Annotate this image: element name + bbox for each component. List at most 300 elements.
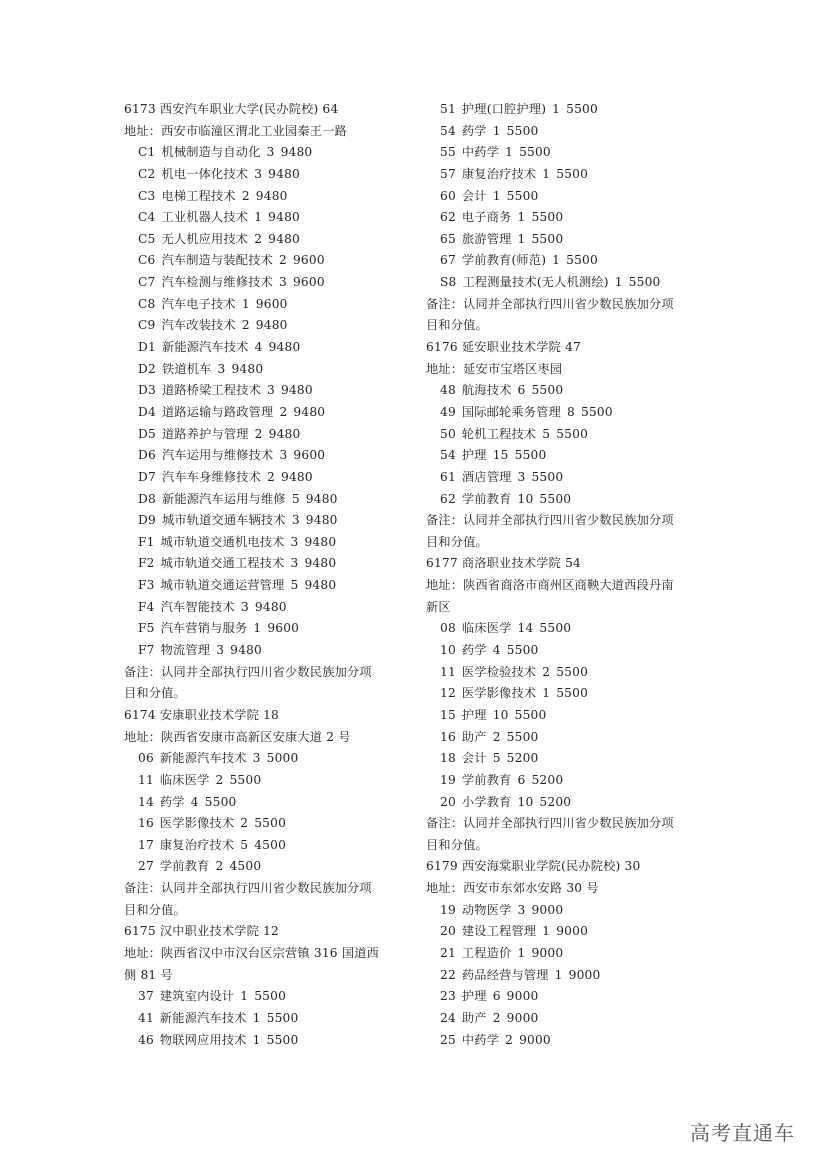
major-plan-count: 1 <box>254 210 263 225</box>
major-name: 道路运输与路政管理 <box>161 404 274 419</box>
major-plan-count: 3 <box>240 599 249 614</box>
major-code: 14 <box>138 794 154 809</box>
major-code: D4 <box>138 404 156 419</box>
major-plan-count: 1 <box>241 296 250 311</box>
major-plan-count: 2 <box>505 1032 514 1047</box>
school-heading: 6176 延安职业技术学院 47 <box>426 340 581 355</box>
major-name: 临床医学 <box>461 621 512 636</box>
major-row <box>124 1008 416 1030</box>
major-name: 医学影像技术 <box>159 816 235 831</box>
major-code: 19 <box>440 772 456 787</box>
school-note: 目和分值。 <box>124 686 186 701</box>
school-address: 地址：延安市宝塔区枣园 <box>426 361 563 376</box>
major-row <box>124 142 416 164</box>
major-code: D9 <box>138 513 156 528</box>
major-tuition: 5500 <box>531 231 564 246</box>
major-tuition: 5500 <box>539 491 572 506</box>
major-tuition: 5500 <box>581 404 613 419</box>
major-plan-count: 3 <box>517 902 526 917</box>
major-tuition: 9600 <box>267 621 300 636</box>
major-tuition: 5500 <box>506 729 539 744</box>
major-code: 24 <box>440 1010 456 1025</box>
major-code: F2 <box>138 556 155 571</box>
major-code: F4 <box>138 599 155 614</box>
major-tuition: 9480 <box>231 361 264 376</box>
major-name: 中药学 <box>461 1032 500 1047</box>
major-tuition: 9480 <box>293 404 326 419</box>
school-note: 备注：认同并全部执行四川省少数民族加分项 <box>426 296 674 311</box>
major-name: 学前教育 <box>461 772 512 787</box>
major-tuition: 5200 <box>531 772 564 787</box>
major-name: 新能源汽车技术 <box>161 340 249 355</box>
major-plan-count: 2 <box>241 318 250 333</box>
major-plan-count: 3 <box>216 643 225 658</box>
major-tuition: 4500 <box>254 837 287 852</box>
major-code: 62 <box>440 210 456 225</box>
major-name: 药学 <box>461 123 487 138</box>
major-name: 汽车改装技术 <box>161 318 236 333</box>
major-code: 11 <box>440 664 456 679</box>
major-row <box>124 402 416 424</box>
school-note: 目和分值。 <box>426 534 488 549</box>
major-plan-count: 5 <box>290 578 299 593</box>
major-code: 54 <box>440 123 456 138</box>
major-tuition: 9480 <box>268 426 301 441</box>
major-tuition: 9480 <box>255 188 288 203</box>
major-tuition: 9480 <box>280 145 313 160</box>
major-plan-count: 1 <box>517 210 526 225</box>
major-tuition: 4500 <box>229 859 262 874</box>
major-name: 临床医学 <box>159 772 210 787</box>
major-plan-count: 1 <box>505 145 514 160</box>
major-row <box>124 186 416 208</box>
major-name: 新能源汽车技术 <box>159 751 247 766</box>
major-row <box>124 207 416 229</box>
major-plan-count: 2 <box>279 404 288 419</box>
major-name: 汽车检测与维修技术 <box>161 275 273 290</box>
major-row <box>426 727 718 749</box>
school-address: 侧 81 号 <box>124 967 173 982</box>
major-code: C1 <box>138 145 156 160</box>
major-row <box>124 380 416 402</box>
major-tuition: 5500 <box>254 989 287 1004</box>
major-tuition: 5500 <box>506 123 539 138</box>
major-name: 铁道机车 <box>161 361 212 376</box>
major-name: 电子商务 <box>461 210 512 225</box>
major-code: 18 <box>440 751 456 766</box>
major-tuition: 9000 <box>556 924 589 939</box>
major-plan-count: 2 <box>542 664 551 679</box>
major-tuition: 5500 <box>531 210 564 225</box>
major-code: 41 <box>138 1010 154 1025</box>
major-tuition: 5500 <box>506 188 539 203</box>
major-plan-count: 6 <box>492 989 501 1004</box>
major-row <box>124 618 416 640</box>
major-plan-count: 4 <box>254 340 263 355</box>
major-row <box>124 229 416 251</box>
major-plan-count: 3 <box>290 556 299 571</box>
major-code: 22 <box>440 967 456 982</box>
major-row <box>426 792 718 814</box>
major-tuition: 5500 <box>531 383 564 398</box>
major-row <box>124 748 416 770</box>
major-plan-count: 1 <box>517 231 526 246</box>
major-name: 护理 <box>461 989 487 1004</box>
major-name: 医学影像技术 <box>461 686 537 701</box>
major-name: 护理(口腔护理) <box>461 102 547 116</box>
major-plan-count: 3 <box>266 145 275 160</box>
major-name: 酒店管理 <box>461 469 512 484</box>
major-tuition: 5500 <box>566 253 598 268</box>
major-code: 08 <box>440 621 456 636</box>
major-row <box>426 965 718 987</box>
major-row <box>426 99 718 121</box>
major-plan-count: 10 <box>492 707 509 722</box>
major-tuition: 9480 <box>268 340 301 355</box>
school-note: 目和分值。 <box>124 902 186 917</box>
major-row <box>426 424 718 446</box>
major-name: 汽车营销与服务 <box>160 621 248 636</box>
major-name: 康复治疗技术 <box>461 166 537 181</box>
major-tuition: 9000 <box>531 902 564 917</box>
major-plan-count: 3 <box>291 513 300 528</box>
major-code: 51 <box>440 102 456 116</box>
school-heading: 6175 汉中职业技术学院 12 <box>124 924 279 939</box>
major-tuition: 5500 <box>556 664 589 679</box>
major-name: 城市轨道交通车辆技术 <box>161 513 286 528</box>
major-tuition: 5500 <box>514 448 547 463</box>
major-name: 汽车车身维修技术 <box>161 469 262 484</box>
major-plan-count: 14 <box>517 621 534 636</box>
major-plan-count: 1 <box>542 924 551 939</box>
major-row <box>426 748 718 770</box>
major-tuition: 9480 <box>304 556 337 571</box>
major-row <box>426 662 718 684</box>
school-address: 地址：陕西省商洛市商州区商鞅大道西段丹南 <box>426 578 674 593</box>
major-plan-count: 1 <box>253 621 262 636</box>
major-plan-count: 2 <box>215 772 224 787</box>
major-code: 55 <box>440 145 456 160</box>
major-plan-count: 4 <box>190 794 199 809</box>
major-plan-count: 3 <box>217 361 226 376</box>
major-tuition: 5500 <box>229 772 262 787</box>
major-tuition: 9480 <box>268 231 300 246</box>
major-plan-count: 2 <box>267 469 276 484</box>
major-row <box>124 510 416 532</box>
major-tuition: 5500 <box>556 166 589 181</box>
major-row <box>426 640 718 662</box>
major-tuition: 9600 <box>292 253 325 268</box>
major-code: 11 <box>138 772 154 787</box>
major-code: 61 <box>440 469 456 484</box>
major-code: D7 <box>138 469 156 484</box>
major-plan-count: 3 <box>278 275 287 290</box>
major-plan-count: 2 <box>254 426 263 441</box>
school-address: 地址：西安市临潼区渭北工业园秦王一路 <box>124 123 347 138</box>
major-code: F5 <box>138 621 155 636</box>
major-code: 54 <box>440 448 456 463</box>
major-name: 助产 <box>461 729 487 744</box>
major-row <box>124 640 416 662</box>
major-name: 汽车制造与装配技术 <box>161 253 273 268</box>
major-tuition: 9480 <box>230 643 262 658</box>
major-row <box>124 532 416 554</box>
major-row <box>426 207 718 229</box>
left-column <box>124 99 416 1051</box>
major-row <box>426 489 718 511</box>
major-code: 62 <box>440 491 456 506</box>
major-name: 建筑室内设计 <box>159 989 235 1004</box>
major-plan-count: 2 <box>492 1010 501 1025</box>
major-row <box>426 445 718 467</box>
major-row <box>124 553 416 575</box>
major-name: 城市轨道交通机电技术 <box>160 534 285 549</box>
major-name: 机电一体化技术 <box>161 166 249 181</box>
major-name: 城市轨道交通运营管理 <box>160 578 285 593</box>
major-plan-count: 1 <box>492 123 501 138</box>
major-row <box>426 705 718 727</box>
major-name: 药学 <box>461 643 487 658</box>
school-note: 备注：认同并全部执行四川省少数民族加分项 <box>426 513 674 528</box>
major-name: 机械制造与自动化 <box>161 145 261 160</box>
school-note: 备注：认同并全部执行四川省少数民族加分项 <box>124 664 372 679</box>
major-code: C4 <box>138 210 156 225</box>
major-plan-count: 4 <box>492 643 501 658</box>
major-tuition: 9600 <box>292 275 325 290</box>
school-address: 地址：陕西省安康市高新区安康大道 2 号 <box>124 729 351 744</box>
major-tuition: 5500 <box>506 643 539 658</box>
major-code: S8 <box>440 275 457 290</box>
major-row <box>426 380 718 402</box>
major-code: C2 <box>138 166 156 181</box>
major-row <box>124 489 416 511</box>
school-note: 目和分值。 <box>426 318 488 333</box>
major-tuition: 5500 <box>539 621 572 636</box>
school-heading: 6173 西安汽车职业大学(民办院校) 64 <box>124 102 339 116</box>
major-row <box>426 943 718 965</box>
major-row <box>426 250 718 272</box>
major-plan-count: 5 <box>291 491 300 506</box>
major-plan-count: 1 <box>552 102 561 116</box>
major-code: 67 <box>440 253 456 268</box>
major-code: C7 <box>138 275 156 290</box>
major-plan-count: 1 <box>517 945 526 960</box>
major-name: 航海技术 <box>461 383 512 398</box>
major-plan-count: 1 <box>252 1010 261 1025</box>
major-plan-count: 3 <box>267 383 276 398</box>
major-row <box>124 856 416 878</box>
major-code: 57 <box>440 166 456 181</box>
major-name: 物联网应用技术 <box>159 1032 247 1047</box>
major-row <box>124 813 416 835</box>
major-tuition: 5500 <box>204 794 237 809</box>
major-name: 学前教育(师范) <box>461 253 547 268</box>
school-address: 地址：陕西省汉中市汉台区宗营镇 316 国道西 <box>124 945 379 960</box>
major-code: D6 <box>138 448 156 463</box>
major-plan-count: 3 <box>254 166 263 181</box>
major-row <box>124 792 416 814</box>
major-plan-count: 6 <box>517 772 526 787</box>
major-code: 60 <box>440 188 456 203</box>
major-tuition: 5200 <box>539 794 572 809</box>
major-plan-count: 1 <box>552 253 561 268</box>
school-heading: 6177 商洛职业技术学院 54 <box>426 556 581 571</box>
major-tuition: 9480 <box>304 578 337 593</box>
major-code: 25 <box>440 1032 456 1047</box>
major-name: 汽车运用与维修技术 <box>161 448 274 463</box>
major-name: 新能源汽车运用与维修 <box>161 491 286 506</box>
major-row <box>124 250 416 272</box>
major-plan-count: 15 <box>492 448 509 463</box>
major-code: 49 <box>440 404 456 419</box>
major-code: 27 <box>138 859 154 874</box>
major-code: 16 <box>440 729 456 744</box>
major-code: 20 <box>440 924 456 939</box>
major-plan-count: 10 <box>517 491 534 506</box>
major-code: 20 <box>440 794 456 809</box>
major-tuition: 9480 <box>305 513 338 528</box>
major-tuition: 5500 <box>566 102 598 116</box>
major-row <box>124 1030 416 1052</box>
school-note: 备注：认同并全部执行四川省少数民族加分项 <box>124 881 372 896</box>
school-heading: 6174 安康职业技术学院 18 <box>124 707 279 722</box>
major-row <box>426 186 718 208</box>
major-code: 65 <box>440 231 456 246</box>
major-row <box>426 467 718 489</box>
major-row <box>124 424 416 446</box>
major-name: 无人机应用技术 <box>161 231 249 246</box>
major-plan-count: 5 <box>492 751 501 766</box>
major-name: 医学检验技术 <box>461 664 537 679</box>
major-tuition: 5500 <box>531 469 564 484</box>
major-plan-count: 3 <box>290 534 299 549</box>
right-column <box>426 99 718 1051</box>
major-row <box>426 164 718 186</box>
major-row <box>426 1008 718 1030</box>
major-plan-count: 2 <box>278 253 287 268</box>
major-code: 06 <box>138 751 154 766</box>
major-code: F3 <box>138 578 155 593</box>
major-tuition: 9480 <box>304 534 337 549</box>
major-row <box>426 921 718 943</box>
major-code: 12 <box>440 686 456 701</box>
major-tuition: 9480 <box>281 469 313 484</box>
major-name: 动物医学 <box>461 902 512 917</box>
major-tuition: 5500 <box>628 275 661 290</box>
major-row <box>426 121 718 143</box>
major-name: 学前教育 <box>159 859 210 874</box>
major-row <box>426 618 718 640</box>
major-code: 46 <box>138 1032 154 1047</box>
major-plan-count: 8 <box>567 404 575 419</box>
major-plan-count: 2 <box>241 188 250 203</box>
major-row <box>426 770 718 792</box>
major-tuition: 9000 <box>568 967 601 982</box>
major-plan-count: 2 <box>215 859 224 874</box>
major-name: 药品经营与管理 <box>461 967 549 982</box>
major-tuition: 9480 <box>268 166 300 181</box>
major-tuition: 9480 <box>255 318 288 333</box>
major-tuition: 9480 <box>268 210 300 225</box>
major-plan-count: 3 <box>279 448 288 463</box>
major-row <box>426 402 718 424</box>
major-code: F7 <box>138 643 155 658</box>
major-row <box>124 294 416 316</box>
major-name: 工程测量技术(无人机测绘) <box>462 275 609 290</box>
major-plan-count: 1 <box>492 188 501 203</box>
major-code: 17 <box>138 837 154 852</box>
major-name: 国际邮轮乘务管理 <box>461 404 562 419</box>
major-tuition: 5500 <box>556 426 589 441</box>
major-plan-count: 6 <box>517 383 526 398</box>
major-name: 小学教育 <box>461 794 512 809</box>
major-row <box>124 445 416 467</box>
major-row <box>426 683 718 705</box>
major-code: D3 <box>138 383 156 398</box>
major-tuition: 9000 <box>506 1010 539 1025</box>
major-code: D5 <box>138 426 156 441</box>
major-plan-count: 3 <box>517 469 526 484</box>
major-code: D8 <box>138 491 156 506</box>
major-code: F1 <box>138 534 155 549</box>
major-row <box>124 597 416 619</box>
school-address: 新区 <box>426 599 451 614</box>
major-tuition: 9000 <box>531 945 564 960</box>
major-tuition: 9480 <box>254 599 287 614</box>
major-plan-count: 5 <box>240 837 249 852</box>
major-tuition: 5500 <box>266 1010 299 1025</box>
major-plan-count: 1 <box>542 686 551 701</box>
major-name: 建设工程管理 <box>461 924 537 939</box>
major-plan-count: 1 <box>542 166 551 181</box>
major-tuition: 5500 <box>519 145 551 160</box>
school-note: 目和分值。 <box>426 837 488 852</box>
major-tuition: 5500 <box>514 707 547 722</box>
major-name: 工业机器人技术 <box>161 210 249 225</box>
major-name: 康复治疗技术 <box>159 837 235 852</box>
major-code: 19 <box>440 902 456 917</box>
major-tuition: 9600 <box>293 448 326 463</box>
major-row <box>426 986 718 1008</box>
major-tuition: 9600 <box>255 296 288 311</box>
major-plan-count: 3 <box>252 751 261 766</box>
major-code: D1 <box>138 340 156 355</box>
watermark-logo: 高考直通车 <box>690 1121 795 1145</box>
major-code: 48 <box>440 383 456 398</box>
major-row <box>426 272 718 294</box>
major-tuition: 9000 <box>506 989 539 1004</box>
major-row <box>124 359 416 381</box>
major-row <box>124 164 416 186</box>
major-name: 护理 <box>461 707 487 722</box>
major-code: 16 <box>138 816 154 831</box>
major-tuition: 5500 <box>254 816 287 831</box>
major-name: 电梯工程技术 <box>161 188 236 203</box>
major-name: 药学 <box>159 794 185 809</box>
major-code: 21 <box>440 945 456 960</box>
major-row <box>124 272 416 294</box>
major-name: 会计 <box>461 188 487 203</box>
major-plan-count: 10 <box>517 794 534 809</box>
major-name: 汽车智能技术 <box>160 599 235 614</box>
major-row <box>124 835 416 857</box>
major-code: C5 <box>138 231 156 246</box>
major-name: 旅游管理 <box>461 231 512 246</box>
major-plan-count: 1 <box>240 989 249 1004</box>
major-name: 道路养护与管理 <box>161 426 249 441</box>
school-address: 地址：西安市东郊水安路 30 号 <box>426 881 599 896</box>
major-code: 23 <box>440 989 456 1004</box>
